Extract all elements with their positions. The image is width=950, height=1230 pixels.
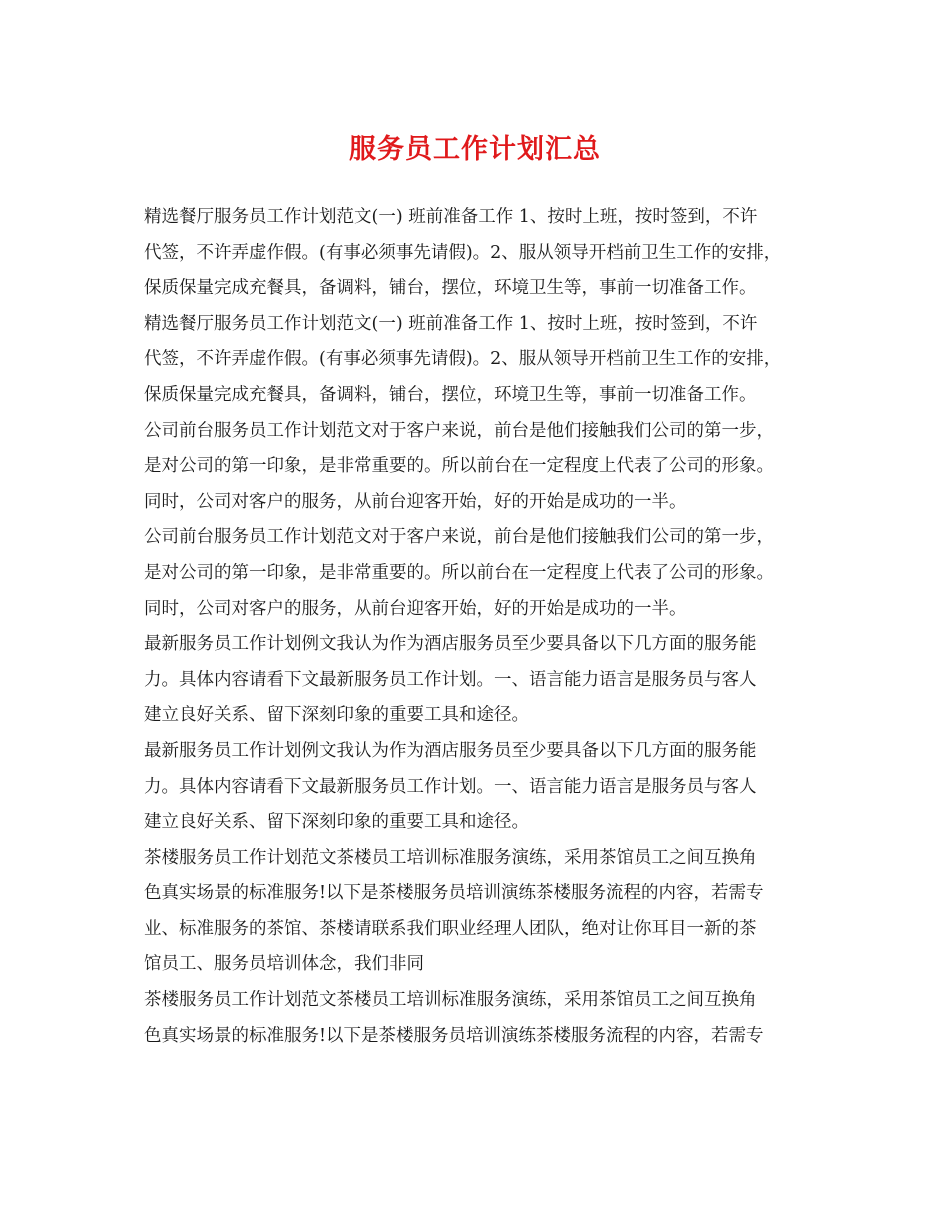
body-line: 精选餐厅服务员工作计划范文(一) 班前准备工作 1、按时上班，按时签到，不许 — [144, 313, 758, 334]
body-line: 建立良好关系、留下深刻印象的重要工具和途径。 — [144, 812, 529, 833]
body-line: 代签，不许弄虚作假。(有事必须事先请假)。2、服从领导开档前卫生工作的安排， — [144, 349, 782, 370]
body-line: 代签，不许弄虚作假。(有事必须事先请假)。2、服从领导开档前卫生工作的安排， — [144, 242, 782, 263]
body-line: 力。具体内容请看下文最新服务员工作计划。一、语言能力语言是服务员与客人 — [144, 669, 757, 690]
body-line: 是对公司的第一印象，是非常重要的。所以前台在一定程度上代表了公司的形象。 — [144, 562, 774, 583]
body-line: 是对公司的第一印象，是非常重要的。所以前台在一定程度上代表了公司的形象。 — [144, 456, 774, 477]
body-line: 色真实场景的标准服务!以下是茶楼服务员培训演练茶楼服务流程的内容，若需专 — [144, 1025, 764, 1046]
document-body — [144, 200, 814, 1054]
body-line: 公司前台服务员工作计划范文对于客户来说，前台是他们接触我们公司的第一步， — [144, 420, 774, 441]
body-line: 保质保量完成充餐具，备调料，铺台，摆位，环境卫生等，事前一切准备工作。 — [144, 278, 757, 299]
body-line: 精选餐厅服务员工作计划范文(一) 班前准备工作 1、按时上班，按时签到，不许 — [144, 207, 758, 227]
body-line: 力。具体内容请看下文最新服务员工作计划。一、语言能力语言是服务员与客人 — [144, 776, 757, 797]
body-line: 色真实场景的标准服务!以下是茶楼服务员培训演练茶楼服务流程的内容，若需专 — [144, 883, 764, 904]
body-line: 茶楼服务员工作计划范文茶楼员工培训标准服务演练，采用茶馆员工之间互换角 — [144, 847, 757, 868]
body-line: 保质保量完成充餐具，备调料，铺台，摆位，环境卫生等，事前一切准备工作。 — [144, 384, 757, 405]
body-line: 业、标准服务的茶馆、茶楼请联系我们职业经理人团队，绝对让你耳目一新的茶 — [144, 918, 757, 939]
body-line: 馆员工、服务员培训体念，我们非同 — [144, 954, 424, 975]
body-line: 公司前台服务员工作计划范文对于客户来说，前台是他们接触我们公司的第一步， — [144, 527, 774, 548]
body-line: 同时，公司对客户的服务，从前台迎客开始，好的开始是成功的一半。 — [144, 491, 687, 512]
body-line: 最新服务员工作计划例文我认为作为酒店服务员至少要具备以下几方面的服务能 — [144, 634, 757, 655]
body-line: 茶楼服务员工作计划范文茶楼员工培训标准服务演练，采用茶馆员工之间互换角 — [144, 990, 757, 1011]
body-line: 最新服务员工作计划例文我认为作为酒店服务员至少要具备以下几方面的服务能 — [144, 740, 757, 761]
body-line: 同时，公司对客户的服务，从前台迎客开始，好的开始是成功的一半。 — [144, 598, 687, 619]
document-title: 服务员工作计划汇总 — [349, 134, 601, 165]
body-line: 建立良好关系、留下深刻印象的重要工具和途径。 — [144, 705, 529, 726]
